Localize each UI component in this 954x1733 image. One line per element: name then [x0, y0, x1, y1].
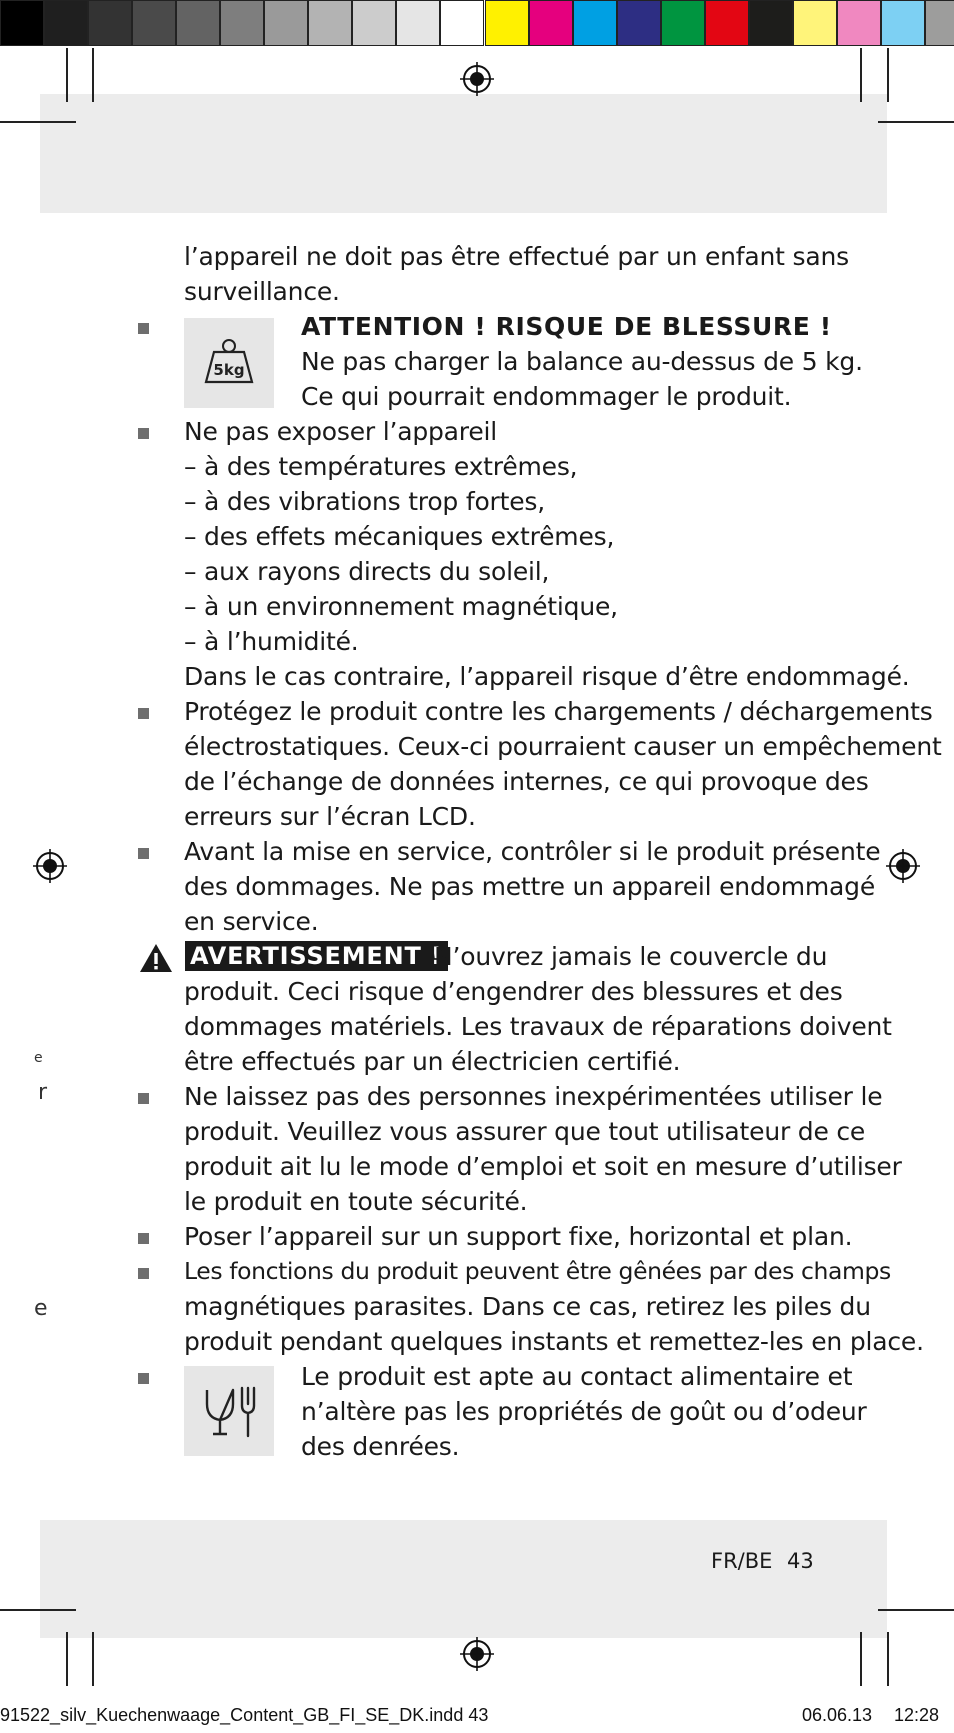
body-text: le produit en toute sécurité.: [184, 1187, 528, 1216]
list-item: – à des températures extrêmes,: [184, 452, 578, 481]
list-bullet: [138, 848, 149, 859]
body-text: Ne pas charger la balance au-dessus de 5 kg.: [301, 347, 863, 376]
body-text: n’altère pas les propriétés de goût ou d’odeur: [301, 1397, 867, 1426]
body-text: être effectués par un électricien certifié.: [184, 1047, 681, 1076]
list-bullet: [138, 428, 149, 439]
food-safe-icon: [184, 1366, 274, 1456]
weight-icon-label: 5kg: [213, 361, 245, 379]
list-item: – des effets mécaniques extrêmes,: [184, 522, 615, 551]
list-item: – aux rayons directs du soleil,: [184, 557, 550, 586]
body-text: électrostatiques. Ceux-ci pourraient causer un empêchement: [184, 732, 942, 761]
edge-fragment: r: [38, 1080, 48, 1105]
warning-triangle-icon: [138, 942, 174, 974]
edge-fragment: e: [34, 1050, 43, 1066]
body-text: dommages matériels. Les travaux de réparations doivent: [184, 1012, 892, 1041]
slug-date: 06.06.13: [802, 1705, 873, 1725]
slug-time: 12:28: [894, 1705, 940, 1725]
attention-heading: ATTENTION ! RISQUE DE BLESSURE !: [301, 312, 832, 341]
page-number: 43: [787, 1549, 814, 1573]
body-text: produit. Veuillez vous assurer que tout utilisateur de ce: [184, 1117, 866, 1146]
slug-filename: 91522_silv_Kuechenwaage_Content_GB_FI_SE_DK.indd 43: [0, 1705, 489, 1725]
glass-fork-icon: [184, 1366, 274, 1456]
body-text: Les fonctions du produit peuvent être gênées par des champs: [184, 1257, 891, 1285]
body-text: produit pendant quelques instants et remettez-les en place.: [184, 1327, 924, 1356]
body-text: des denrées.: [301, 1432, 460, 1461]
body-text: Protégez le produit contre les chargements / déchargements: [184, 697, 933, 726]
list-bullet: [138, 1093, 149, 1104]
body-text: Avant la mise en service, contrôler si le produit présente: [184, 837, 881, 866]
body-text: Poser l’appareil sur un support fixe, horizontal et plan.: [184, 1222, 853, 1251]
list-item: – à des vibrations trop fortes,: [184, 487, 545, 516]
list-bullet: [138, 1233, 149, 1244]
body-text: produit. Ceci risque d’engendrer des blessures et des: [184, 977, 843, 1006]
body-text: l’appareil ne doit pas être effectué par un enfant sans: [184, 242, 849, 271]
list-bullet: [138, 323, 149, 334]
list-item: – à l’humidité.: [184, 627, 359, 656]
weight-limit-icon: [184, 318, 274, 408]
list-bullet: [138, 1373, 149, 1384]
body-text: magnétiques parasites. Dans ce cas, retirez les piles du: [184, 1292, 871, 1321]
warning-label: AVERTISSEMENT !: [185, 941, 448, 971]
body-text: erreurs sur l’écran LCD.: [184, 802, 476, 831]
body-text: N’ouvrez jamais le couvercle du: [434, 942, 828, 971]
body-text: Dans le cas contraire, l’appareil risque d’être endommagé.: [184, 662, 910, 691]
list-bullet: [138, 1268, 149, 1279]
body-text: de l’échange de données internes, ce qui provoque des: [184, 767, 869, 796]
list-item: – à un environnement magnétique,: [184, 592, 618, 621]
body-text: surveillance.: [184, 277, 340, 306]
body-text: produit ait lu le mode d’emploi et soit en mesure d’utiliser: [184, 1152, 902, 1181]
body-text: Ne laissez pas des personnes inexpérimentées utiliser le: [184, 1082, 883, 1111]
body-text: Ne pas exposer l’appareil: [184, 417, 497, 446]
footer-language: FR/BE: [711, 1549, 773, 1573]
edge-fragment: e: [34, 1296, 48, 1321]
body-text: Ce qui pourrait endommager le produit.: [301, 382, 792, 411]
body-text: des dommages. Ne pas mettre un appareil endommagé: [184, 872, 875, 901]
list-bullet: [138, 708, 149, 719]
body-text: en service.: [184, 907, 319, 936]
body-text: Le produit est apte au contact alimentaire et: [301, 1362, 853, 1391]
weight-icon: [184, 318, 274, 408]
